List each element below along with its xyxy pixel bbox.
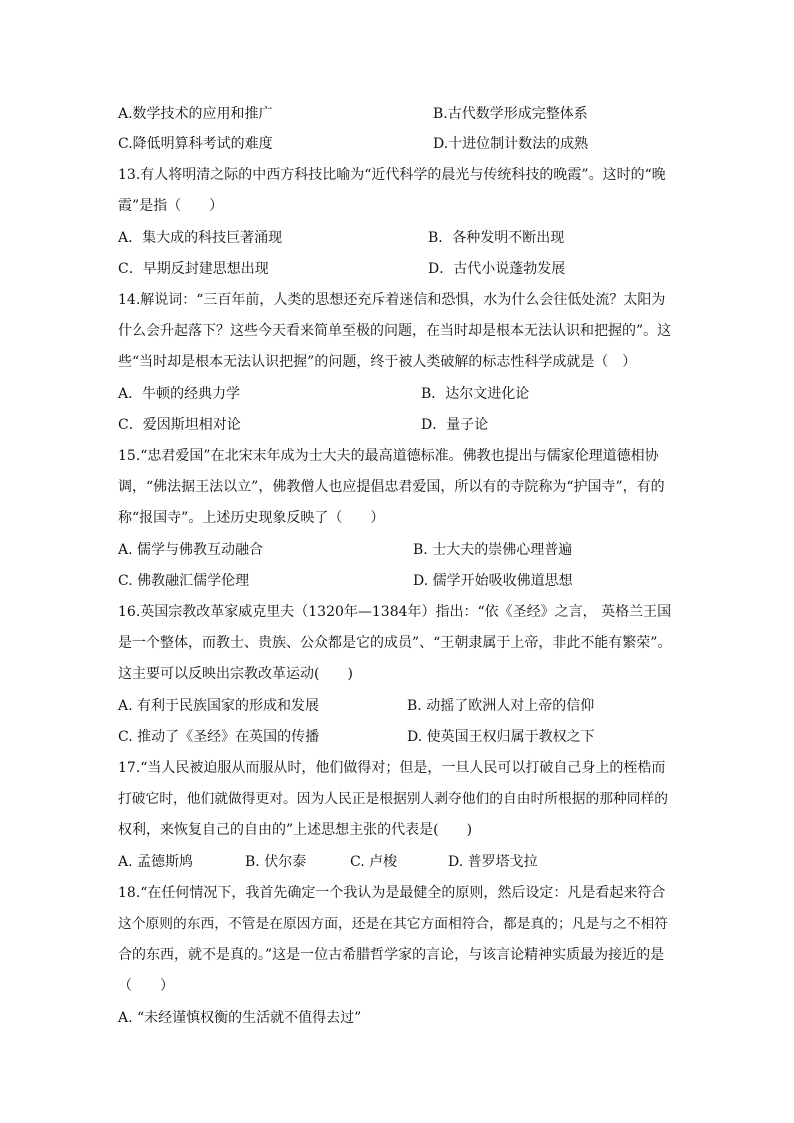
q15-option-c: C. 佛教融汇儒学伦理 (118, 573, 250, 589)
q15-option-d: D. 儒学开始吸收佛道思想 (413, 573, 573, 589)
q14-option-b: B．达尔文进化论 (421, 386, 530, 402)
q18-stem-line-4: （ ） (118, 978, 174, 994)
q17-option-d: D. 普罗塔戈拉 (448, 854, 538, 870)
q14-stem-line-2: 什么会升起落下？这些今天看来简单至极的问题，在当时却是根本无法认识和把握的”。这 (118, 323, 672, 339)
q12-option-b: B.古代数学形成完整体系 (433, 106, 588, 122)
q14-option-d: D．量子论 (421, 417, 489, 433)
q18-stem-line-1: 18.“在任何情况下，我首先确定一个我认为是最健全的原则，然后设定：凡是看起来符合 (118, 885, 666, 901)
q14-option-a: A．牛顿的经典力学 (118, 386, 241, 402)
q17-stem-line-1: 17.“当人民被迫服从而服从时，他们做得对；但是，一旦人民可以打破自己身上的桎梏而 (118, 760, 666, 776)
q15-stem-line-3: 称“报国寺”。上述历史现象反映了（ ） (118, 510, 385, 526)
q12-option-c: C.降低明算科考试的难度 (118, 136, 273, 152)
q13-option-c: C．早期反封建思想出现 (118, 261, 269, 277)
q14-stem-line-3: 些“当时却是根本无法认识把握”的问题，终于被人类破解的标志性科学成就是（ ） (118, 354, 637, 370)
q17-stem-line-3: 权利，来恢复自己的自由的”上述思想主张的代表是( ) (118, 822, 473, 838)
q18-option-a: A. “未经谨慎权衡的生活就不值得去过” (118, 1010, 362, 1026)
q15-stem-line-1: 15.“忠君爱国”在北宋末年成为士大夫的最高道德标准。佛教也提出与儒家伦理道德相协 (118, 448, 659, 464)
q13-option-b: B．各种发明不断出现 (428, 230, 565, 246)
q16-option-c: C. 推动了《圣经》在英国的传播 (118, 729, 320, 745)
q17-option-c: C. 卢梭 (350, 854, 398, 870)
q16-option-b: B. 动摇了欧洲人对上帝的信仰 (407, 698, 595, 714)
q12-option-a: A.数学技术的应用和推广 (118, 106, 273, 122)
q16-option-a: A. 有利于民族国家的形成和发展 (118, 698, 320, 714)
q16-stem-line-1: 16.英国宗教改革家威克里夫（1320年—1384年）指出：“依《圣经》之言， 英格兰王国 (118, 604, 672, 620)
q16-stem-line-3: 这主要可以反映出宗教改革运动( ) (118, 666, 353, 682)
q14-stem-line-1: 14.解说词：“三百年前，人类的思想还充斥着迷信和恐惧，水为什么会往低处流？太阳为 (118, 292, 666, 308)
q17-option-a: A. 孟德斯鸠 (118, 854, 194, 870)
q15-stem-line-2: 调，“佛法据王法以立”，佛教僧人也应提倡忠君爱国，所以有的寺院称为“护国寺”，有的 (118, 479, 665, 495)
q17-stem-line-2: 打破它时，他们就做得更对。因为人民正是根据别人剥夺他们的自由时所根据的那种同样的 (118, 791, 669, 807)
q17-option-b: B. 伏尔泰 (245, 854, 307, 870)
q16-option-d: D. 使英国王权归属于教权之下 (407, 729, 595, 745)
q13-option-a: A．集大成的科技巨著涌现 (118, 230, 283, 246)
q15-option-a: A. 儒学与佛教互动融合 (118, 542, 264, 558)
q13-stem-line-2: 霞”是指（ ） (118, 198, 224, 214)
q18-stem-line-2: 这个原则的东西，不管是在原因方面，还是在其它方面相符合，都是真的；凡是与之不相符 (118, 916, 669, 932)
q13-option-d: D．古代小说蓬勃发展 (428, 261, 566, 277)
q16-stem-line-2: 是一个整体，而教士、贵族、公众都是它的成员”、“王朝隶属于上帝，非此不能有繁荣”。 (118, 635, 672, 651)
q12-option-d: D.十进位制计数法的成熟 (433, 136, 589, 152)
q14-option-c: C．爱因斯坦相对论 (118, 417, 241, 433)
q15-option-b: B. 士大夫的崇佛心理普遍 (413, 542, 573, 558)
q13-stem-line-1: 13.有人将明清之际的中西方科技比喻为“近代科学的晨光与传统科技的晚霞”。这时的“晚 (118, 167, 666, 183)
q18-stem-line-3: 合的东西，就不是真的。”这是一位古希腊哲学家的言论，与该言论精神实质最为接近的是 (118, 947, 665, 963)
